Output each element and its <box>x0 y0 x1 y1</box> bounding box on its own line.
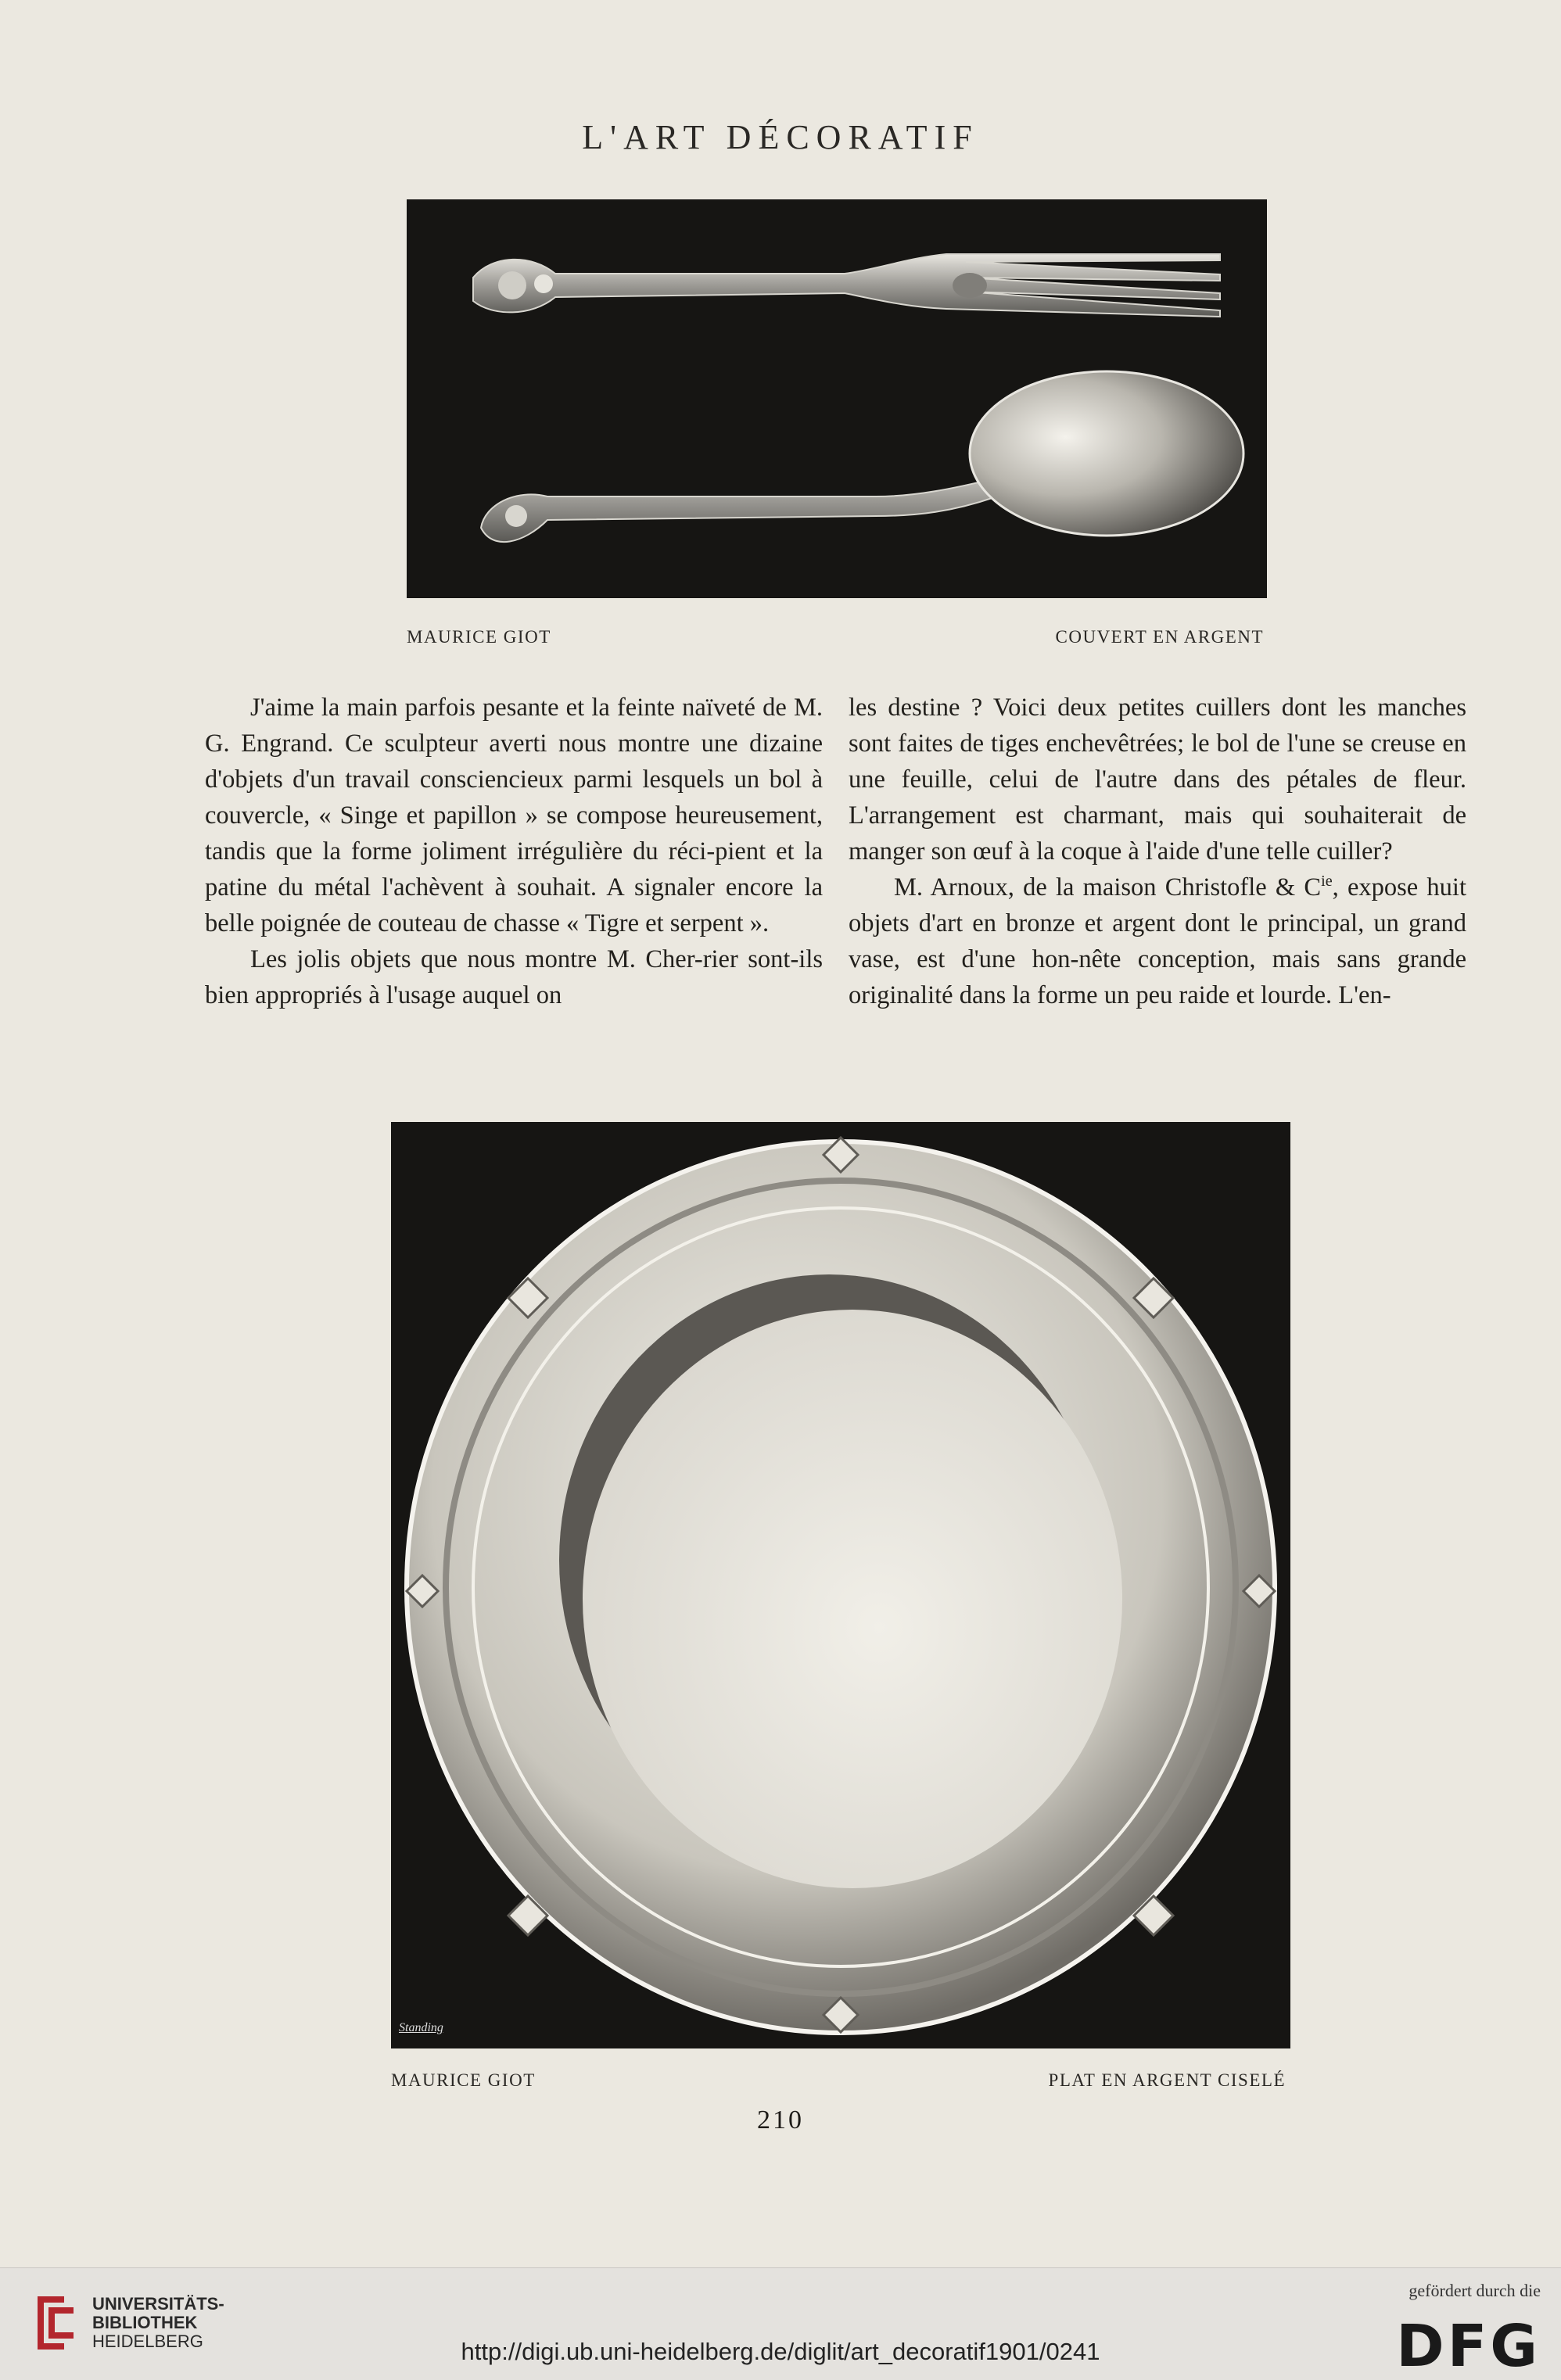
plate-illustration <box>391 1122 1290 2048</box>
paragraph: Les jolis objets que nous montre M. Cher-rier sont-ils bien appropriés à l'usage auquel on <box>205 945 823 1009</box>
text-column-left <box>205 690 823 1013</box>
figure1-caption-author: MAURICE GIOT <box>407 627 551 647</box>
library-name: UNIVERSITÄTS- BIBLIOTHEK HEIDELBERG <box>92 2294 224 2351</box>
page-number: 210 <box>757 2106 804 2134</box>
silver-plate-photograph <box>391 1122 1290 2048</box>
spoon-icon <box>481 371 1243 542</box>
paragraph: les destine ? Voici deux petites cuillers dont les manches sont faites de tiges enchevêtrées; le bol de l'une se creuse en une feuille, celui de l'autre dans des pétales de fleur. L'arrangement est charmant, mais qui souhaiterait de manger son œuf à la coque à l'aide d'une telle cuiller? <box>849 694 1466 866</box>
cutlery-photograph <box>407 199 1267 598</box>
figure1-caption-title: COUVERT EN ARGENT <box>1055 627 1264 647</box>
figure2-caption-title: PLAT EN ARGENT CISELÉ <box>1048 2070 1286 2090</box>
paragraph: M. Arnoux, de la maison Christofle & $C^{ie}$, expose huit objets d'art en bronze et argent dont le principal, un grand vase, est d'une hon-nête conception, mais sans grande originalité dans la forme un peu raide et lourde. L'en- <box>849 873 1466 1009</box>
funded-by-label: gefördert durch die <box>1408 2281 1541 2300</box>
paragraph: J'aime la main parfois pesante et la feinte naïveté de M. G. Engrand. Ce sculpteur averti nous montre une dizaine d'objets d'un travail consciencieux parmi lesquels un bol à couvercle, « Singe et papillon » se compose heureusement, tandis que la forme joliment irrégulière du réci-pient et la patine du métal l'achèvent à souhait. A signaler encore la belle poignée de couteau de chasse « Tigre et serpent ». <box>205 694 823 937</box>
text-column-right <box>849 690 1466 1013</box>
dfg-logo: DFG <box>1396 2313 1541 2380</box>
fork-icon <box>473 254 1220 317</box>
figure2-caption-author: MAURICE GIOT <box>391 2070 536 2090</box>
photographer-signature: Standing <box>399 2021 443 2034</box>
running-title: L'ART DÉCORATIF <box>582 118 979 156</box>
permalink-url[interactable]: http://digi.ub.uni-heidelberg.de/diglit/art_decoratif1901/0241 <box>461 2338 1100 2365</box>
cutlery-illustration <box>407 199 1267 598</box>
